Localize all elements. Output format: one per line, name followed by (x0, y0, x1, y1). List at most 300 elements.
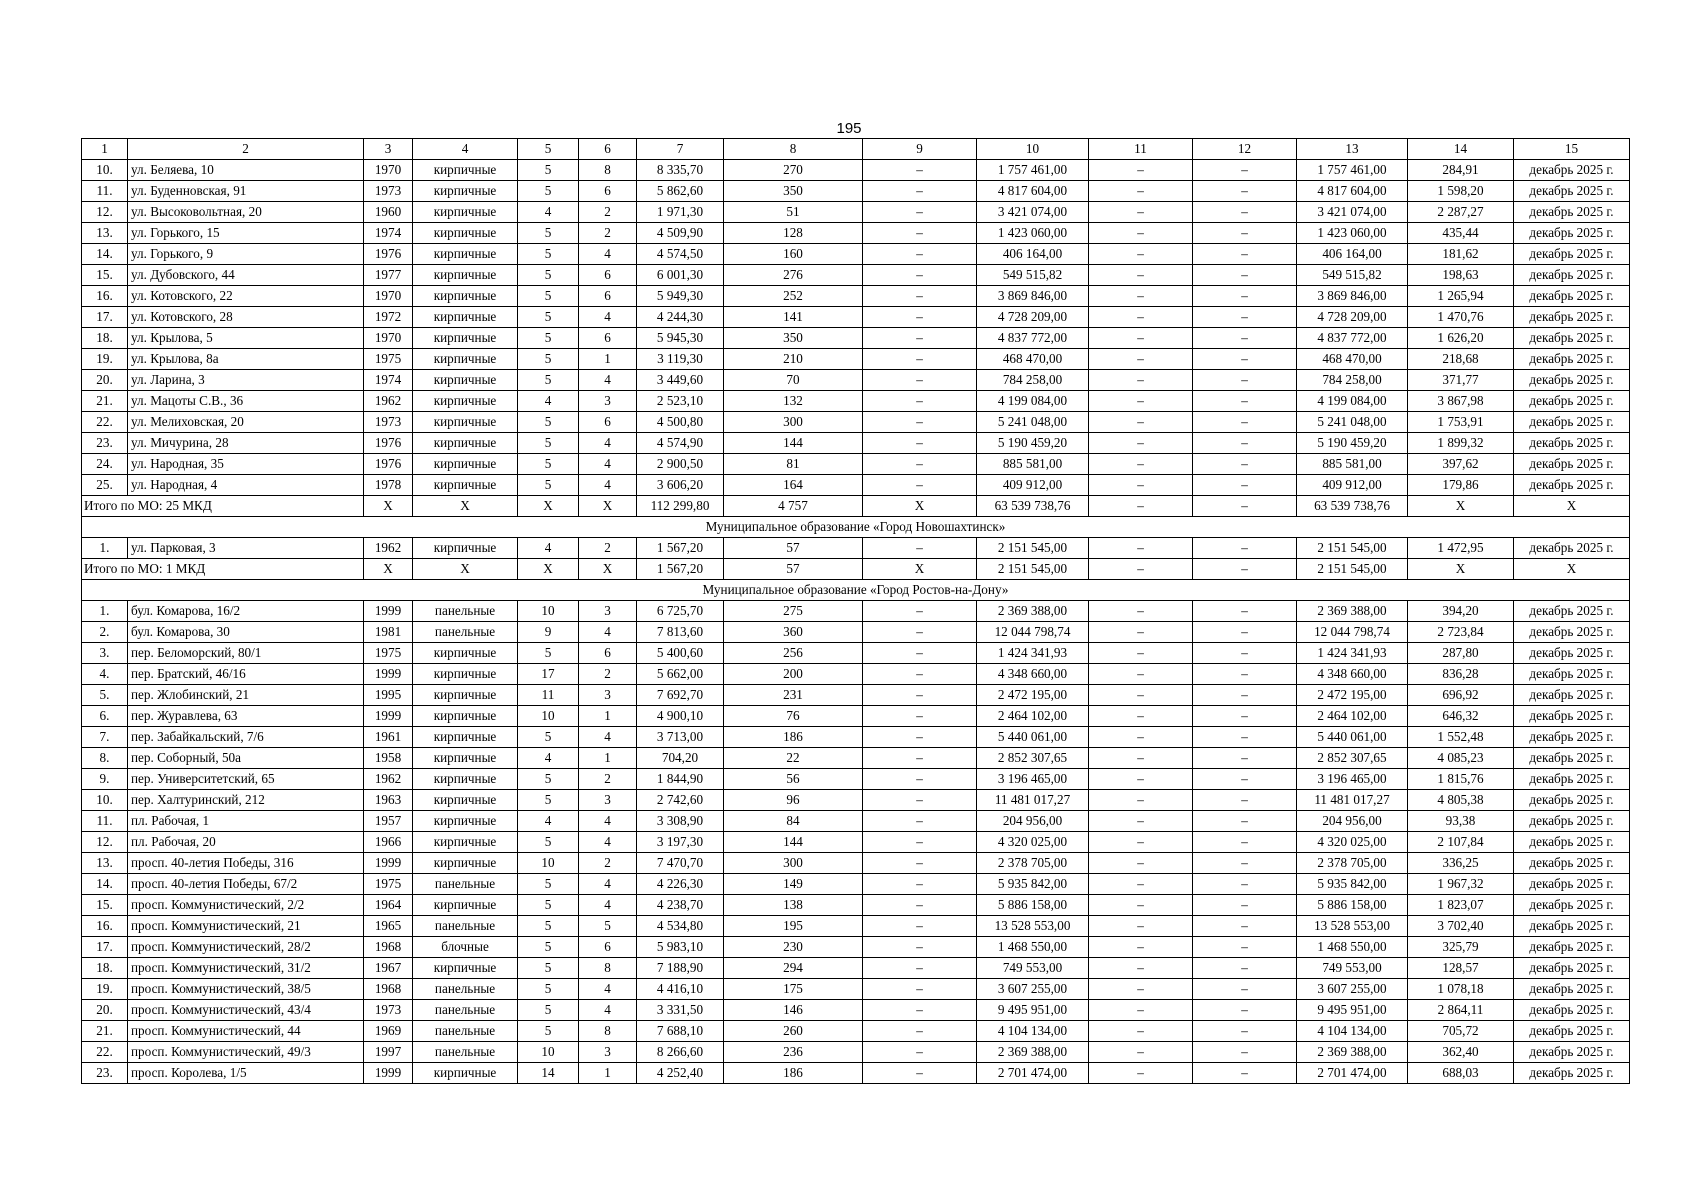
total-cell: 1 567,20 (637, 559, 724, 580)
table-cell: 22 (724, 748, 863, 769)
table-cell: – (863, 370, 977, 391)
table-row (82, 1063, 1630, 1084)
table-cell: кирпичные (413, 370, 518, 391)
table-row (82, 769, 1630, 790)
table-cell: кирпичные (413, 433, 518, 454)
table-cell: декабрь 2025 г. (1514, 1021, 1630, 1042)
table-cell: 4 817 604,00 (1297, 181, 1408, 202)
column-number-row (82, 139, 1630, 160)
table-cell: 1966 (364, 832, 413, 853)
total-cell: X (1408, 559, 1514, 580)
address-cell: ул. Высоковольтная, 20 (128, 202, 364, 223)
table-cell: 76 (724, 706, 863, 727)
table-cell: 885 581,00 (977, 454, 1089, 475)
table-row (82, 622, 1630, 643)
section-header-row (82, 580, 1630, 601)
table-cell: – (1193, 433, 1297, 454)
table-cell: 749 553,00 (1297, 958, 1408, 979)
table-cell: – (1193, 895, 1297, 916)
table-cell: 4 574,90 (637, 433, 724, 454)
table-cell: 84 (724, 811, 863, 832)
row-number-cell: 21. (82, 1021, 128, 1042)
table-cell: кирпичные (413, 811, 518, 832)
row-number-cell: 11. (82, 181, 128, 202)
table-cell: – (1089, 223, 1193, 244)
row-number-cell: 16. (82, 916, 128, 937)
table-cell: кирпичные (413, 454, 518, 475)
table-cell: 3 331,50 (637, 1000, 724, 1021)
total-cell: X (863, 559, 977, 580)
table-cell: 175 (724, 979, 863, 1000)
table-cell: кирпичные (413, 895, 518, 916)
table-cell: – (1193, 349, 1297, 370)
table-cell: – (1193, 370, 1297, 391)
table-cell: – (1193, 328, 1297, 349)
table-cell: кирпичные (413, 958, 518, 979)
table-cell: – (1193, 538, 1297, 559)
total-cell: 63 539 738,76 (1297, 496, 1408, 517)
table-cell: – (863, 265, 977, 286)
table-cell: 3 607 255,00 (1297, 979, 1408, 1000)
table-cell: 2 (579, 769, 637, 790)
table-cell: – (1089, 1000, 1193, 1021)
address-cell: просп. Коммунистический, 43/4 (128, 1000, 364, 1021)
table-cell: 5 949,30 (637, 286, 724, 307)
table-cell: панельные (413, 874, 518, 895)
table-cell: 4 (579, 307, 637, 328)
table-cell: кирпичные (413, 328, 518, 349)
table-cell: – (1089, 1063, 1193, 1084)
table-cell: – (863, 244, 977, 265)
table-cell: 5 (518, 1021, 579, 1042)
table-cell: – (863, 874, 977, 895)
table-cell: – (1089, 622, 1193, 643)
total-row (82, 496, 1630, 517)
table-cell: 2 287,27 (1408, 202, 1514, 223)
table-cell: 4 416,10 (637, 979, 724, 1000)
table-cell: 8 (579, 160, 637, 181)
table-cell: декабрь 2025 г. (1514, 874, 1630, 895)
address-cell: ул. Мацоты С.В., 36 (128, 391, 364, 412)
table-cell: 1 598,20 (1408, 181, 1514, 202)
address-cell: пер. Университетский, 65 (128, 769, 364, 790)
table-cell: 1976 (364, 454, 413, 475)
table-cell: 4 252,40 (637, 1063, 724, 1084)
table-cell: 5 440 061,00 (977, 727, 1089, 748)
row-number-cell: 24. (82, 454, 128, 475)
column-number: 1 (82, 139, 128, 160)
total-cell: X (579, 496, 637, 517)
column-number: 2 (128, 139, 364, 160)
total-cell: – (1089, 559, 1193, 580)
address-cell: просп. Коммунистический, 21 (128, 916, 364, 937)
table-cell: – (863, 307, 977, 328)
address-cell: бул. Комарова, 16/2 (128, 601, 364, 622)
table-cell: 409 912,00 (1297, 475, 1408, 496)
column-number: 8 (724, 139, 863, 160)
table-cell: 4 (579, 370, 637, 391)
table-cell: – (863, 706, 977, 727)
table-cell: – (863, 958, 977, 979)
table-cell: – (1193, 916, 1297, 937)
table-cell: 468 470,00 (977, 349, 1089, 370)
table-row (82, 811, 1630, 832)
table-cell: – (1089, 412, 1193, 433)
table-cell: 4 320 025,00 (977, 832, 1089, 853)
table-cell: 2 369 388,00 (1297, 1042, 1408, 1063)
table-cell: кирпичные (413, 223, 518, 244)
table-cell: 5 (518, 412, 579, 433)
table-row (82, 454, 1630, 475)
table-cell: декабрь 2025 г. (1514, 811, 1630, 832)
table-cell: 3 421 074,00 (977, 202, 1089, 223)
table-cell: – (1193, 748, 1297, 769)
table-cell: 2 (579, 223, 637, 244)
table-cell: декабрь 2025 г. (1514, 769, 1630, 790)
table-cell: 2 107,84 (1408, 832, 1514, 853)
table-cell: 350 (724, 328, 863, 349)
table-cell: 2 742,60 (637, 790, 724, 811)
table-row (82, 202, 1630, 223)
table-cell: 146 (724, 1000, 863, 1021)
table-cell: 12 044 798,74 (1297, 622, 1408, 643)
row-number-cell: 10. (82, 160, 128, 181)
table-cell: 6 (579, 643, 637, 664)
table-cell: 10 (518, 853, 579, 874)
table-cell: декабрь 2025 г. (1514, 832, 1630, 853)
table-cell: – (1089, 664, 1193, 685)
table-cell: – (1089, 391, 1193, 412)
table-cell: – (863, 391, 977, 412)
table-cell: 10 (518, 601, 579, 622)
table-cell: – (863, 727, 977, 748)
table-cell: – (863, 790, 977, 811)
table-cell: 3 (579, 391, 637, 412)
table-cell: – (1193, 202, 1297, 223)
address-cell: ул. Котовского, 28 (128, 307, 364, 328)
table-cell: – (1089, 853, 1193, 874)
table-cell: 3 421 074,00 (1297, 202, 1408, 223)
table-cell: 8 (579, 1021, 637, 1042)
table-cell: 4 805,38 (1408, 790, 1514, 811)
table-cell: 1 (579, 706, 637, 727)
table-cell: 1974 (364, 223, 413, 244)
address-cell: пер. Халтуринский, 212 (128, 790, 364, 811)
table-cell: 2 852 307,65 (1297, 748, 1408, 769)
address-cell: пер. Беломорский, 80/1 (128, 643, 364, 664)
table-cell: 3 869 846,00 (1297, 286, 1408, 307)
table-cell: 11 481 017,27 (977, 790, 1089, 811)
address-cell: просп. Королева, 1/5 (128, 1063, 364, 1084)
table-cell: декабрь 2025 г. (1514, 181, 1630, 202)
table-row (82, 349, 1630, 370)
table-cell: панельные (413, 1021, 518, 1042)
table-cell: 4 534,80 (637, 916, 724, 937)
table-cell: – (1193, 874, 1297, 895)
table-cell: 4 (579, 433, 637, 454)
row-number-cell: 12. (82, 832, 128, 853)
table-cell: 371,77 (1408, 370, 1514, 391)
table-cell: 4 900,10 (637, 706, 724, 727)
table-cell: – (863, 664, 977, 685)
table-row (82, 937, 1630, 958)
table-cell: 1975 (364, 349, 413, 370)
table-cell: – (1193, 307, 1297, 328)
table-cell: 4 226,30 (637, 874, 724, 895)
table-cell: 164 (724, 475, 863, 496)
table-cell: декабрь 2025 г. (1514, 685, 1630, 706)
total-cell: X (1514, 559, 1630, 580)
table-cell: – (1193, 475, 1297, 496)
table-cell: 5 (518, 874, 579, 895)
table-cell: 2 864,11 (1408, 1000, 1514, 1021)
table-cell: 5 (518, 160, 579, 181)
table-cell: 1967 (364, 958, 413, 979)
table-cell: 218,68 (1408, 349, 1514, 370)
table-cell: – (1193, 160, 1297, 181)
table-cell: 5 935 842,00 (977, 874, 1089, 895)
table-cell: 1973 (364, 412, 413, 433)
table-cell: декабрь 2025 г. (1514, 622, 1630, 643)
table-cell: – (1089, 370, 1193, 391)
table-cell: – (1193, 1000, 1297, 1021)
table-cell: 2 151 545,00 (977, 538, 1089, 559)
table-cell: 56 (724, 769, 863, 790)
total-cell: X (364, 496, 413, 517)
table-cell: – (1193, 958, 1297, 979)
table-cell: 325,79 (1408, 937, 1514, 958)
table-cell: – (863, 601, 977, 622)
table-cell: 4 348 660,00 (977, 664, 1089, 685)
table-cell: 1963 (364, 790, 413, 811)
table-cell: – (1089, 769, 1193, 790)
table-cell: 696,92 (1408, 685, 1514, 706)
table-cell: 9 495 951,00 (977, 1000, 1089, 1021)
table-cell: 5 (579, 916, 637, 937)
table-cell: 4 199 084,00 (1297, 391, 1408, 412)
table-cell: 3 607 255,00 (977, 979, 1089, 1000)
total-label: Итого по МО: 25 МКД (82, 496, 364, 517)
table-cell: кирпичные (413, 790, 518, 811)
table-cell: 2 464 102,00 (1297, 706, 1408, 727)
table-cell: – (1089, 643, 1193, 664)
table-cell: 749 553,00 (977, 958, 1089, 979)
row-number-cell: 17. (82, 937, 128, 958)
table-row (82, 160, 1630, 181)
table-cell: 5 (518, 307, 579, 328)
table-row (82, 286, 1630, 307)
table-cell: – (1193, 286, 1297, 307)
table-cell: – (863, 538, 977, 559)
table-cell: 3 (579, 685, 637, 706)
table-cell: – (863, 853, 977, 874)
table-cell: 204 956,00 (977, 811, 1089, 832)
table-cell: 8 266,60 (637, 1042, 724, 1063)
table-row (82, 1000, 1630, 1021)
table-cell: декабрь 2025 г. (1514, 748, 1630, 769)
table-cell: кирпичные (413, 391, 518, 412)
table-cell: 435,44 (1408, 223, 1514, 244)
table-cell: 7 692,70 (637, 685, 724, 706)
table-cell: – (1089, 916, 1193, 937)
table-cell: 236 (724, 1042, 863, 1063)
table-cell: – (1193, 391, 1297, 412)
table-cell: 3 (579, 1042, 637, 1063)
address-cell: пер. Соборный, 50а (128, 748, 364, 769)
table-cell: 4 728 209,00 (1297, 307, 1408, 328)
table-cell: 6 (579, 181, 637, 202)
table-row (82, 664, 1630, 685)
total-cell: 63 539 738,76 (977, 496, 1089, 517)
table-row (82, 832, 1630, 853)
table-row (82, 979, 1630, 1000)
table-cell: 3 869 846,00 (977, 286, 1089, 307)
address-cell: ул. Буденновская, 91 (128, 181, 364, 202)
table-cell: 3 196 465,00 (977, 769, 1089, 790)
column-number: 12 (1193, 139, 1297, 160)
table-cell: 230 (724, 937, 863, 958)
table-cell: 9 (518, 622, 579, 643)
table-cell: 4 (579, 454, 637, 475)
table-cell: 5 440 061,00 (1297, 727, 1408, 748)
table-cell: – (1089, 454, 1193, 475)
table-cell: – (1193, 811, 1297, 832)
table-cell: 6 001,30 (637, 265, 724, 286)
table-cell: декабрь 2025 г. (1514, 538, 1630, 559)
total-cell: – (1193, 496, 1297, 517)
table-cell: кирпичные (413, 1063, 518, 1084)
table-cell: – (1193, 412, 1297, 433)
table-cell: 3 867,98 (1408, 391, 1514, 412)
address-cell: пер. Братский, 46/16 (128, 664, 364, 685)
table-cell: 1957 (364, 811, 413, 832)
table-cell: 1 265,94 (1408, 286, 1514, 307)
total-cell: X (413, 559, 518, 580)
table-cell: 1 468 550,00 (1297, 937, 1408, 958)
table-cell: 4 104 134,00 (1297, 1021, 1408, 1042)
table-cell: 5 241 048,00 (977, 412, 1089, 433)
table-cell: – (1089, 538, 1193, 559)
table-cell: – (1089, 244, 1193, 265)
table-cell: 2 (579, 664, 637, 685)
table-cell: 362,40 (1408, 1042, 1514, 1063)
row-number-cell: 19. (82, 349, 128, 370)
row-number-cell: 12. (82, 202, 128, 223)
table-cell: – (863, 286, 977, 307)
table-cell: 5 (518, 769, 579, 790)
table-row (82, 412, 1630, 433)
address-cell: просп. Коммунистический, 31/2 (128, 958, 364, 979)
table-cell: 1 (579, 349, 637, 370)
table-row (82, 391, 1630, 412)
table-cell: – (863, 811, 977, 832)
table-row (82, 874, 1630, 895)
table-cell: – (1193, 223, 1297, 244)
table-cell: 4 (518, 538, 579, 559)
table-cell: 144 (724, 832, 863, 853)
table-cell: – (1193, 622, 1297, 643)
table-cell: – (1089, 202, 1193, 223)
table-cell: 1 567,20 (637, 538, 724, 559)
table-cell: 1973 (364, 181, 413, 202)
table-row (82, 958, 1630, 979)
table-cell: – (1193, 265, 1297, 286)
table-cell: 260 (724, 1021, 863, 1042)
column-number: 14 (1408, 139, 1514, 160)
address-cell: пл. Рабочая, 1 (128, 811, 364, 832)
table-cell: декабрь 2025 г. (1514, 853, 1630, 874)
table-cell: 4 (579, 895, 637, 916)
address-cell: просп. Коммунистический, 44 (128, 1021, 364, 1042)
address-cell: ул. Мелиховская, 20 (128, 412, 364, 433)
table-cell: панельные (413, 622, 518, 643)
table-cell: 705,72 (1408, 1021, 1514, 1042)
table-cell: – (1089, 475, 1193, 496)
table-cell: декабрь 2025 г. (1514, 433, 1630, 454)
table-cell: 6 (579, 265, 637, 286)
table-cell: 186 (724, 1063, 863, 1084)
table-cell: 4 (579, 727, 637, 748)
total-cell: 112 299,80 (637, 496, 724, 517)
column-number: 15 (1514, 139, 1630, 160)
table-cell: 9 495 951,00 (1297, 1000, 1408, 1021)
table-cell: – (1089, 265, 1193, 286)
table-cell: 284,91 (1408, 160, 1514, 181)
table-cell: 4 509,90 (637, 223, 724, 244)
table-cell: 5 (518, 265, 579, 286)
table-cell: 2 900,50 (637, 454, 724, 475)
row-number-cell: 8. (82, 748, 128, 769)
table-cell: 360 (724, 622, 863, 643)
table-cell: 2 472 195,00 (1297, 685, 1408, 706)
table-cell: – (1089, 790, 1193, 811)
table-cell: 1962 (364, 538, 413, 559)
table-cell: 10 (518, 1042, 579, 1063)
table-cell: 276 (724, 265, 863, 286)
table-cell: 1974 (364, 370, 413, 391)
total-cell: X (1514, 496, 1630, 517)
table-cell: 6 725,70 (637, 601, 724, 622)
table-cell: 141 (724, 307, 863, 328)
table-cell: 784 258,00 (1297, 370, 1408, 391)
address-cell: бул. Комарова, 30 (128, 622, 364, 643)
table-cell: 5 (518, 790, 579, 811)
table-cell: 181,62 (1408, 244, 1514, 265)
table-cell: 252 (724, 286, 863, 307)
table-cell: 6 (579, 328, 637, 349)
table-cell: 394,20 (1408, 601, 1514, 622)
table-cell: 1 823,07 (1408, 895, 1514, 916)
table-cell: 132 (724, 391, 863, 412)
table-cell: 1 815,76 (1408, 769, 1514, 790)
table-cell: 1 844,90 (637, 769, 724, 790)
table-cell: 12 044 798,74 (977, 622, 1089, 643)
table-cell: – (863, 748, 977, 769)
address-cell: ул. Мичурина, 28 (128, 433, 364, 454)
table-cell: 4 (579, 874, 637, 895)
table-cell: 7 688,10 (637, 1021, 724, 1042)
table-cell: 5 190 459,20 (977, 433, 1089, 454)
table-cell: панельные (413, 1042, 518, 1063)
total-cell: X (518, 496, 579, 517)
table-cell: – (1089, 160, 1193, 181)
row-number-cell: 2. (82, 622, 128, 643)
table-cell: декабрь 2025 г. (1514, 643, 1630, 664)
table-cell: 1 757 461,00 (977, 160, 1089, 181)
table-cell: – (1193, 181, 1297, 202)
address-cell: просп. Коммунистический, 28/2 (128, 937, 364, 958)
column-number: 6 (579, 139, 637, 160)
